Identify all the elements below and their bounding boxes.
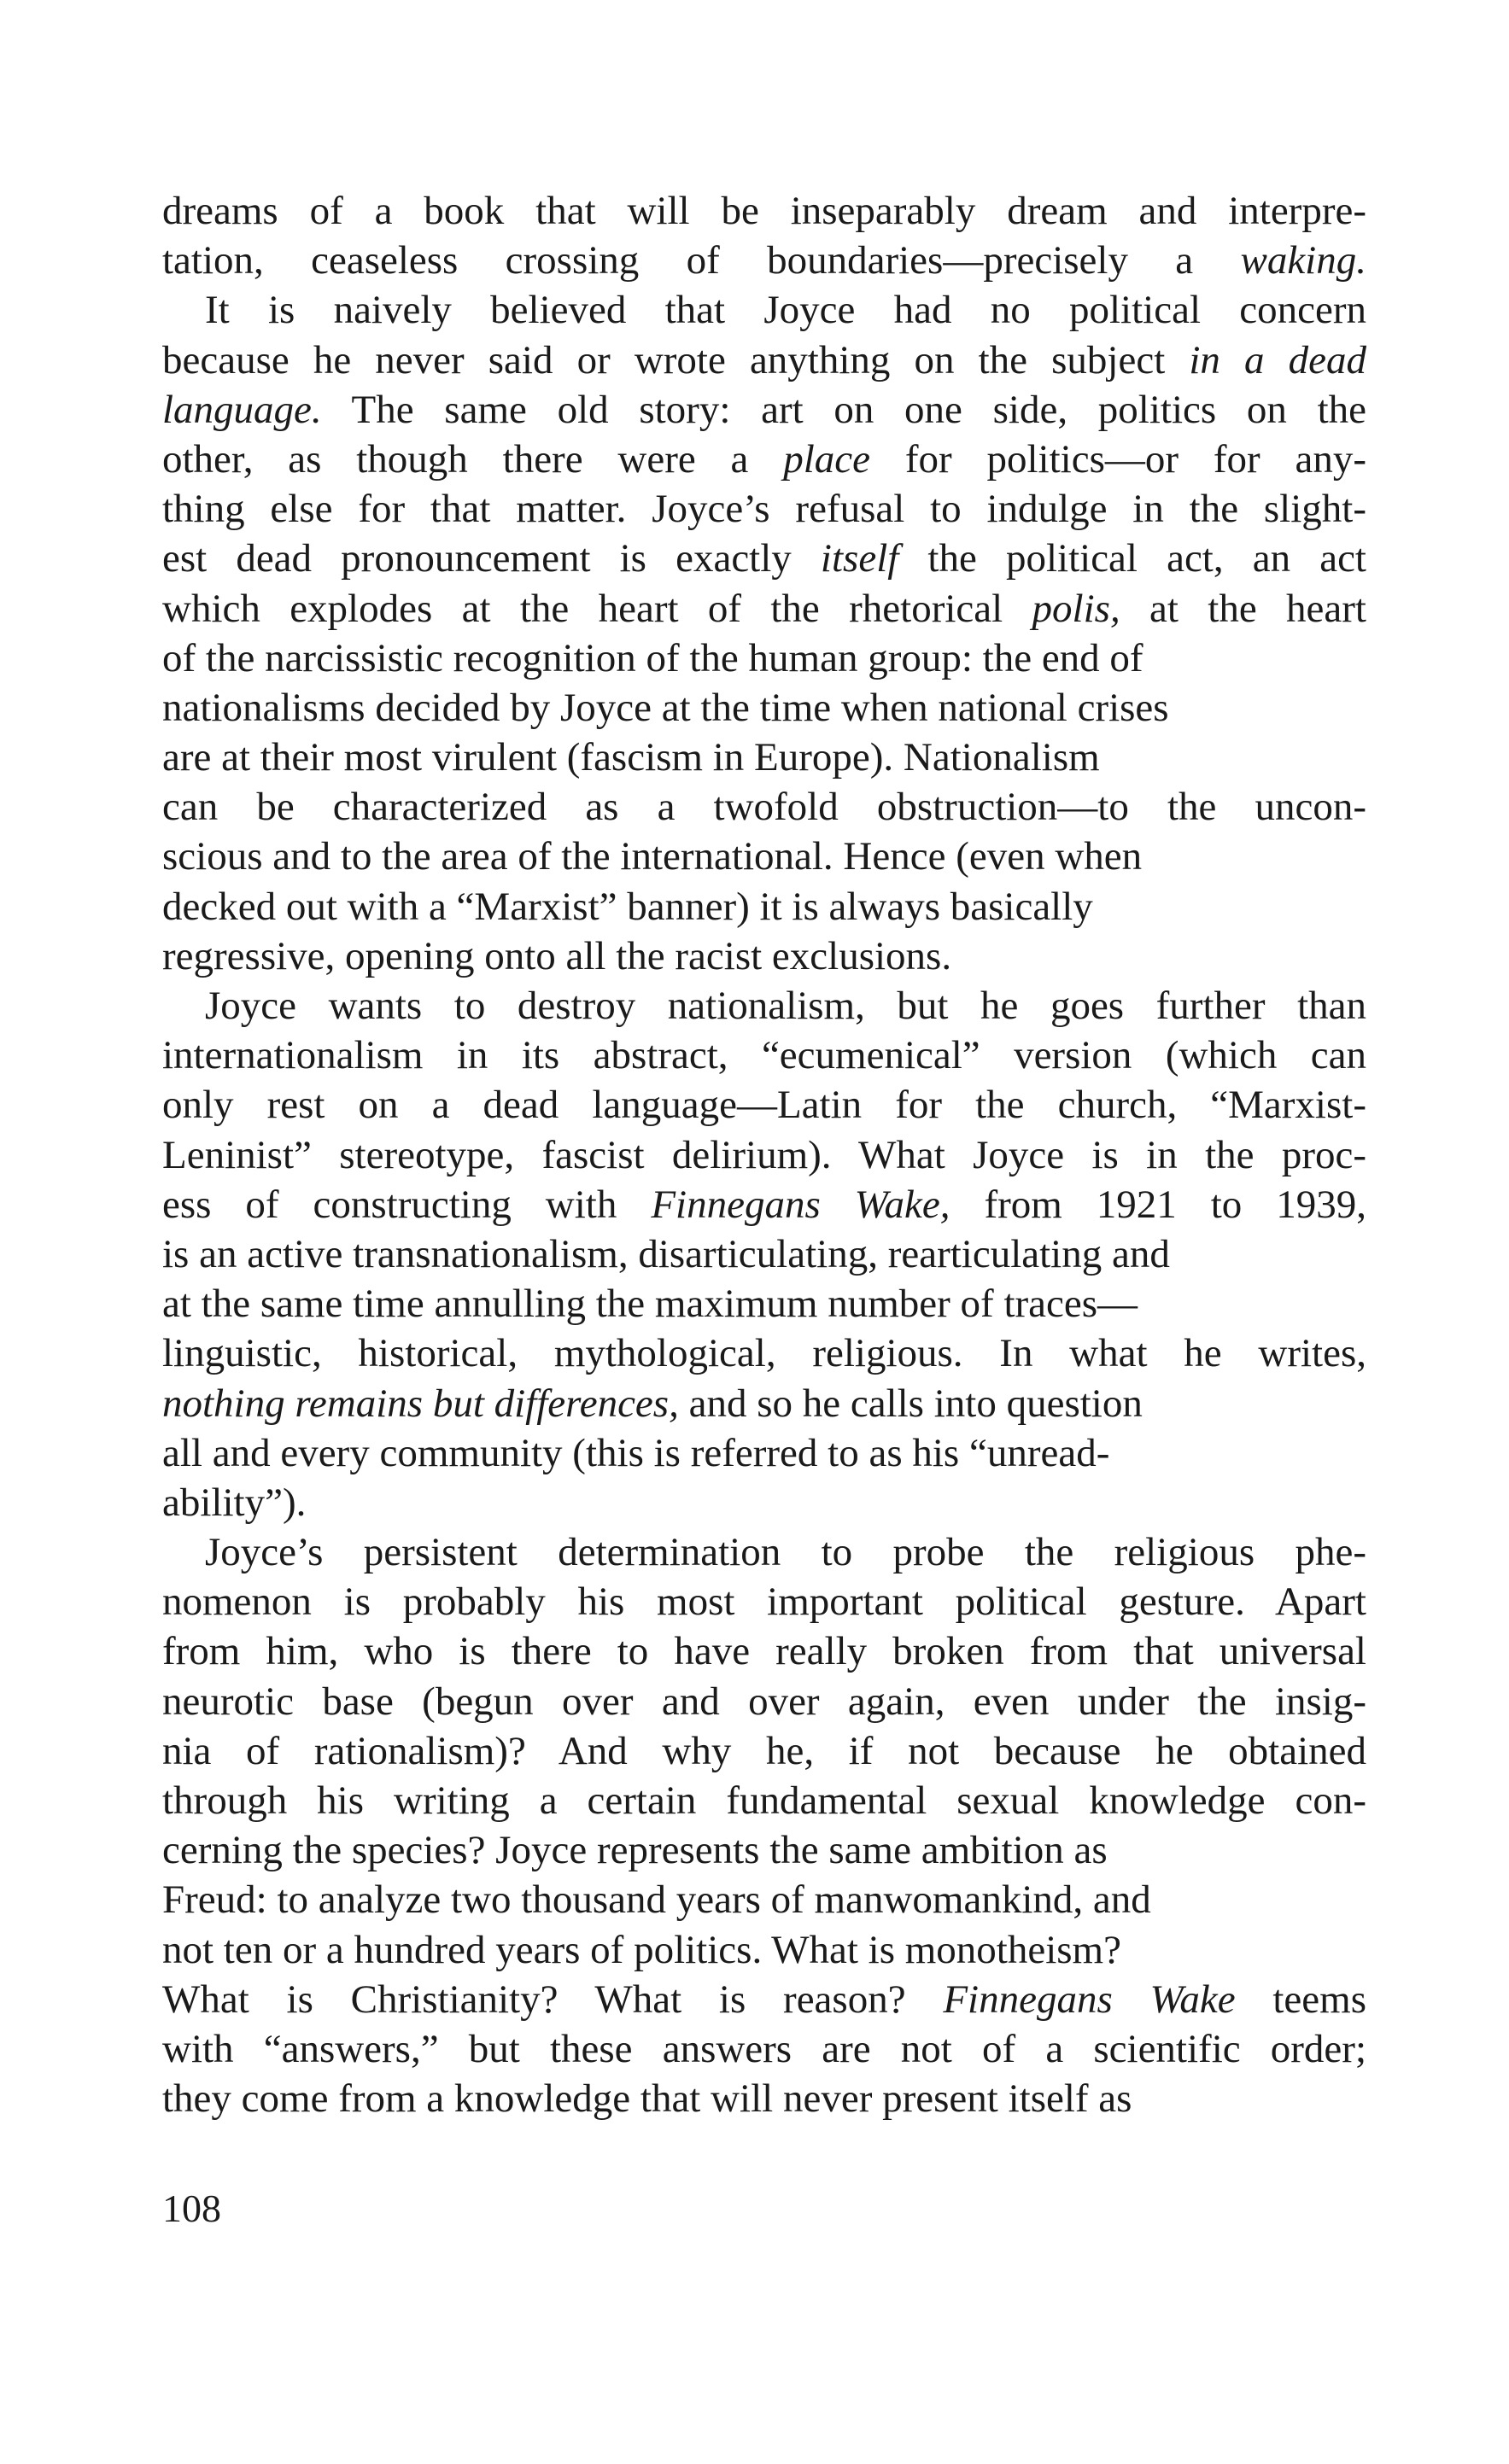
text-run: at the same time annulling the maximum number of traces— [162, 1282, 1138, 1327]
text-line [162, 1478, 1366, 1527]
text-run: decked out with a “Marxist” banner) it is always basically [162, 884, 1093, 929]
text-run: the political act, an act [898, 536, 1366, 581]
italic-text: in a dead [1189, 337, 1366, 382]
text-run: thing else for that matter. Joyce’s refusal to indulge in the slight- [162, 487, 1366, 532]
text-run: Freud: to analyze two thousand years of manwomankind, and [162, 1877, 1151, 1923]
text-line [162, 236, 1366, 285]
text-line [162, 484, 1366, 534]
text-line [162, 1379, 1366, 1428]
text-line [162, 634, 1366, 683]
text-line [162, 981, 1366, 1031]
text-run: nationalisms decided by Joyce at the time when national crises [162, 685, 1169, 730]
text-line [162, 931, 1366, 981]
text-run: with “answers,” but these answers are not of a scientific order; [162, 2026, 1366, 2071]
text-run: from him, who is there to have really broken from that universal [162, 1629, 1366, 1674]
text-line [162, 584, 1366, 634]
text-run: through his writing a certain fundamental sexual knowledge con- [162, 1778, 1366, 1823]
text-line [162, 1776, 1366, 1825]
text-run: only rest on a dead language—Latin for the church, “Marxist- [162, 1083, 1366, 1128]
text-run: dreams of a book that will be inseparably dream and interpre- [162, 189, 1366, 233]
text-line [162, 1229, 1366, 1279]
text-run: not ten or a hundred years of politics. What is monotheism? [162, 1927, 1121, 1972]
italic-text: language. [162, 387, 322, 432]
italic-text: nothing remains but differences, [162, 1381, 679, 1426]
text-run: linguistic, historical, mythological, religious. In what he writes, [162, 1331, 1366, 1376]
text-run: It is naively believed that Joyce had no political concern [205, 288, 1366, 333]
text-run: and so he calls into question [678, 1381, 1143, 1426]
text-line [162, 385, 1366, 435]
text-line [162, 1626, 1366, 1676]
text-line [162, 1825, 1366, 1875]
text-run: Joyce wants to destroy nationalism, but he goes further than [205, 984, 1366, 1028]
text-run: scious and to the area of the international. Hence (even when [162, 834, 1143, 879]
text-run: is an active transnationalism, disarticulating, rearticulating and [162, 1231, 1170, 1276]
text-line [162, 1328, 1366, 1378]
text-line [162, 1428, 1366, 1478]
italic-text: place [783, 436, 871, 482]
text-line [162, 435, 1366, 484]
text-run: because he never said or wrote anything on the subject [162, 337, 1190, 382]
text-line [162, 1180, 1366, 1229]
text-line [162, 1875, 1366, 1924]
text-line [162, 1080, 1366, 1130]
text-run: tation, ceaseless crossing of boundaries—precisely a [162, 238, 1241, 283]
text-run: teems [1235, 1976, 1366, 2022]
text-run: The same old story: art on one side, politics on the [321, 387, 1366, 432]
text-run: which explodes at the heart of the rhetorical [162, 586, 1032, 631]
text-run: nia of rationalism)? And why he, if not because he obtained [162, 1728, 1366, 1773]
text-run: internationalism in its abstract, “ecumenical” version (which can [162, 1033, 1366, 1078]
text-line [162, 2024, 1366, 2074]
text-run: ability”). [162, 1480, 307, 1525]
text-run: can be characterized as a twofold obstruction—to the uncon- [162, 785, 1366, 830]
text-run: ess of constructing with [162, 1182, 652, 1227]
text-line [162, 336, 1366, 385]
text-run: What is Christianity? What is reason? [162, 1976, 944, 2022]
text-line [162, 1577, 1366, 1626]
italic-text: polis, [1032, 586, 1120, 631]
text-line [162, 782, 1366, 832]
text-line [162, 285, 1366, 335]
text-run: of the narcissistic recognition of the human group: the end of [162, 635, 1143, 680]
text-line [162, 683, 1366, 733]
text-run: Leninist” stereotype, fascist delirium). What Joyce is in the proc- [162, 1132, 1366, 1177]
text-line [162, 733, 1366, 782]
text-line [162, 832, 1366, 881]
italic-text: Finnegans Wake [943, 1976, 1236, 2022]
text-line [162, 534, 1366, 583]
text-line [162, 1130, 1366, 1180]
text-run: Joyce’s persistent determination to probe the religious phe- [205, 1530, 1366, 1575]
text-line [162, 1527, 1366, 1577]
text-line [162, 1677, 1366, 1726]
text-line [162, 1279, 1366, 1328]
text-line [162, 1975, 1366, 2024]
text-run: neurotic base (begun over and over again, even under the insig- [162, 1679, 1366, 1724]
body-text [162, 186, 1366, 2123]
text-run: est dead pronouncement is exactly [162, 536, 821, 581]
text-line [162, 2074, 1366, 2123]
page-number: 108 [162, 2187, 221, 2230]
text-run: from 1921 to 1939, [950, 1182, 1366, 1227]
text-run: at the heart [1120, 586, 1366, 631]
text-run: cerning the species? Joyce represents the same ambition as [162, 1828, 1108, 1873]
italic-text: Finnegans Wake, [651, 1182, 950, 1227]
text-run: regressive, opening onto all the racist exclusions. [162, 933, 952, 978]
text-run: all and every community (this is referred to as his “unread- [162, 1430, 1110, 1475]
text-line [162, 186, 1366, 236]
text-line [162, 1925, 1366, 1975]
text-run: for politics—or for any- [870, 436, 1366, 482]
text-line [162, 1726, 1366, 1776]
text-run: they come from a knowledge that will never present itself as [162, 2076, 1132, 2122]
text-line [162, 1031, 1366, 1080]
text-run: nomenon is probably his most important political gesture. Apart [162, 1579, 1366, 1625]
text-line [162, 882, 1366, 931]
text-run: are at their most virulent (fascism in Europe). Nationalism [162, 735, 1100, 780]
italic-text: waking. [1240, 238, 1366, 283]
text-run: other, as though there were a [162, 436, 784, 482]
italic-text: itself [820, 536, 899, 581]
